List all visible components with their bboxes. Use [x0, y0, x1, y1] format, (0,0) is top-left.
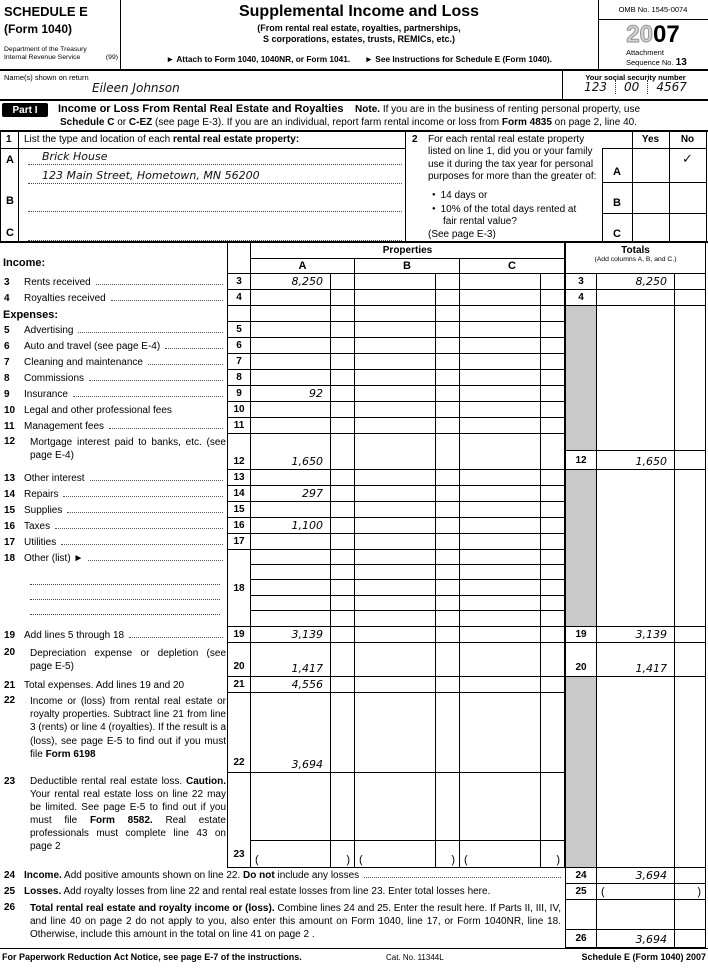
agency-line: Department of the Treasury: [4, 46, 87, 53]
form-number: (Form 1040): [4, 22, 73, 36]
no-column-header: No: [680, 134, 695, 145]
totals-blank: [597, 470, 706, 627]
line1-label-plain: List the type and location of each: [24, 134, 173, 145]
row-number-23: 23: [4, 776, 16, 787]
property-c-line[interactable]: [28, 226, 402, 241]
cell-4c[interactable]: [460, 290, 565, 306]
line-number-5: 5: [227, 322, 251, 338]
total-cell-4[interactable]: [597, 290, 706, 306]
cell-3a[interactable]: 8,250: [251, 274, 355, 290]
spacer-cell: [355, 306, 460, 322]
tax-year-prefix: 20: [626, 21, 653, 48]
row-b-letter: B: [613, 197, 621, 209]
totals-line-4: 4: [565, 290, 597, 306]
row-a-letter: A: [613, 166, 621, 178]
cell-18a-3[interactable]: [251, 580, 355, 596]
cell-22c[interactable]: [460, 693, 565, 773]
spacer-cell: [251, 306, 355, 322]
line-number-16: 16: [227, 518, 251, 534]
part1-note2-bold: Form 4835: [501, 117, 552, 128]
cell-14c[interactable]: [460, 486, 565, 502]
checkbox-b-yes[interactable]: [632, 182, 669, 213]
cell-13a[interactable]: [251, 470, 355, 486]
total-cell-3[interactable]: 8,250: [597, 274, 706, 290]
row-label-21: 21 Total expenses. Add lines 19 and 20: [4, 680, 185, 691]
line1-label-bold: rental real estate property:: [173, 134, 300, 145]
agency-line: [4, 54, 118, 62]
part1-badge: Part I: [2, 103, 48, 117]
ssn-part1[interactable]: 123: [584, 80, 608, 94]
line2-see-page: (See page E-3): [428, 229, 496, 240]
see-instructions: ► See Instructions for Schedule E (Form 1040).: [364, 54, 552, 64]
totals-header: [565, 243, 706, 274]
attachment-label: Attachment: [626, 48, 664, 57]
cell-18b-2[interactable]: [355, 565, 460, 580]
column-c-header: C: [460, 259, 565, 274]
line-number-3: 3: [227, 274, 251, 290]
cell-21b[interactable]: [355, 677, 460, 693]
cell-7a[interactable]: [251, 354, 355, 370]
totals-line-3: 3: [565, 274, 597, 290]
cell-21c[interactable]: [460, 677, 565, 693]
cell-5c[interactable]: [460, 322, 565, 338]
row-label-5: 5 Advertising: [4, 325, 225, 338]
cell-16a[interactable]: 1,100: [251, 518, 355, 534]
cell-19b[interactable]: [355, 627, 460, 643]
line-number-19: 19: [227, 627, 251, 643]
cell-12c[interactable]: [460, 434, 565, 470]
row-label-3: 3 Rents received: [4, 277, 225, 290]
cell-8b[interactable]: [355, 370, 460, 386]
income-heading: Income:: [3, 257, 46, 269]
totals-blank: [597, 306, 706, 451]
cell-23c[interactable]: ( ): [460, 841, 565, 868]
cell-19c[interactable]: [460, 627, 565, 643]
divider: [0, 99, 708, 101]
cell-5a[interactable]: [251, 322, 355, 338]
line-number-18: 18: [227, 550, 251, 627]
cell-18a-1[interactable]: [251, 550, 355, 565]
page-subtitle: (From rental real estate, royalties, partnerships,: [257, 23, 461, 33]
cell-18c-4[interactable]: [460, 596, 565, 611]
line2-number: 2: [412, 134, 418, 145]
line1-number: 1: [6, 134, 12, 145]
shaded-cell: [565, 470, 597, 627]
cell-17b[interactable]: [355, 534, 460, 550]
total-cell-12[interactable]: 1,650: [597, 451, 706, 470]
cell-18a-4[interactable]: [251, 596, 355, 611]
total-cell-24[interactable]: 3,694: [597, 868, 706, 884]
part1-heading: Income or Loss From Rental Real Estate and Royalties: [58, 103, 344, 115]
line-number-17: 17: [227, 534, 251, 550]
column-b-header: B: [355, 259, 460, 274]
omb-number: OMB No. 1545-0074: [618, 5, 688, 14]
ssn-part3[interactable]: 4567: [656, 80, 687, 94]
other-expense-line-2[interactable]: [30, 586, 220, 600]
schedule-title: SCHEDULE E: [4, 4, 88, 19]
cell-9b[interactable]: [355, 386, 460, 402]
divider: [405, 132, 406, 241]
property-a-name-field[interactable]: Brick House: [42, 150, 108, 163]
line-number-8: 8: [227, 370, 251, 386]
properties-header: Properties: [251, 243, 565, 259]
line2-text: listed on line 1, did you or your family: [428, 146, 593, 158]
sequence-number: [626, 57, 687, 68]
total-cell-25[interactable]: ( ): [597, 884, 706, 900]
line-number-21: 21: [227, 677, 251, 693]
other-expense-line-3[interactable]: [30, 601, 220, 615]
cell-12a[interactable]: 1,650: [251, 434, 355, 470]
tax-year: [598, 21, 708, 49]
shaded-cell: [565, 677, 597, 868]
row-label-18: 18 Other (list) ►: [4, 553, 225, 566]
totals-line-26: 26: [565, 930, 597, 948]
cell-3c[interactable]: [460, 274, 565, 290]
divider: [0, 130, 708, 132]
catalog-number: Cat. No. 11344L: [386, 953, 444, 962]
row-number-12: 12: [4, 436, 16, 447]
cell-11c[interactable]: [460, 418, 565, 434]
cell-22a[interactable]: 3,694: [251, 693, 355, 773]
totals-subtitle: (Add columns A, B, and C.): [594, 256, 677, 263]
totals-line-19: 19: [565, 627, 597, 643]
cell-21a[interactable]: 4,556: [251, 677, 355, 693]
cell-12b[interactable]: [355, 434, 460, 470]
column-a-header: A: [251, 259, 355, 274]
line-number-23: 23: [227, 773, 251, 868]
cell-23c-upper: [460, 773, 565, 841]
attach-note: ► Attach to Form 1040, 1040NR, or Form 1041.: [166, 54, 351, 64]
row-label-22: Income or (loss) from rental real estate or royalty properties. Subtract line 21 from line 3 (rents) or line 4 (royalties). If the result is a (loss), see page E-5 to find out if you must file Form 6198: [30, 696, 226, 760]
line2-bullet1-text: 14 days or: [440, 190, 488, 201]
cell-14a[interactable]: 297: [251, 486, 355, 502]
divider: [0, 148, 405, 149]
row-label-24: 24 Income. Add positive amounts shown on line 22. Do not include any losses: [4, 870, 563, 883]
row-label-17: 17 Utilities: [4, 537, 225, 550]
cell-11a[interactable]: [251, 418, 355, 434]
part1-note2-bold: C-EZ: [128, 117, 153, 128]
row-number-22: 22: [4, 695, 16, 706]
total-cell-20[interactable]: 1,417: [597, 643, 706, 677]
line-number-11: 11: [227, 418, 251, 434]
line-number-7: 7: [227, 354, 251, 370]
cell-13c[interactable]: [460, 470, 565, 486]
cell-5b[interactable]: [355, 322, 460, 338]
line-number-12: 12: [227, 434, 251, 470]
totals-blank-cell: [565, 900, 597, 930]
totals-title: Totals: [621, 245, 650, 256]
checkbox-b-no[interactable]: [669, 182, 706, 213]
name-field[interactable]: Eileen Johnson: [92, 81, 180, 95]
row-label-23: Deductible rental real estate loss. Caution. Your rental real estate loss on line 22 may be limited. See page E-5 to find out if you must file Form 8582. Real estate professionals must complete line 43 on page 2: [30, 776, 226, 852]
cell-10c[interactable]: [460, 402, 565, 418]
cell-18a-5[interactable]: [251, 611, 355, 627]
cell-19a[interactable]: 3,139: [251, 627, 355, 643]
divider: [598, 19, 708, 20]
cell-7b[interactable]: [355, 354, 460, 370]
cell-8c[interactable]: [460, 370, 565, 386]
cell-20c[interactable]: [460, 643, 565, 677]
cell-6b[interactable]: [355, 338, 460, 354]
cell-11b[interactable]: [355, 418, 460, 434]
row-label-12: Mortgage interest paid to banks, etc. (see page E-4): [30, 437, 226, 461]
line2-text: For each rental real estate property: [428, 134, 585, 145]
cell-10b[interactable]: [355, 402, 460, 418]
line-number-4: 4: [227, 290, 251, 306]
agency-block: [4, 46, 118, 62]
totals-line-24: 24: [565, 868, 597, 884]
part1-note2: (see page E-3). If you are an individual, report farm rental income or loss from: [152, 117, 502, 128]
line-number-15: 15: [227, 502, 251, 518]
property-a-name-line[interactable]: [28, 152, 402, 165]
row-label-16: 16 Taxes: [4, 521, 225, 534]
line-number-10: 10: [227, 402, 251, 418]
row-label-25: 25 Losses. Add royalty losses from line 22 and rental real estate losses from line 23. Enter total losses here.: [4, 886, 491, 897]
cell-15a[interactable]: [251, 502, 355, 518]
property-b-letter: B: [6, 195, 14, 207]
totals-line-12: 12: [565, 451, 597, 470]
cell-18c-1[interactable]: [460, 550, 565, 565]
divider: [0, 948, 708, 949]
cell-16b[interactable]: [355, 518, 460, 534]
line2-bullet1: [432, 190, 487, 201]
agency-name: Internal Revenue Service: [4, 54, 81, 61]
line2-bullet2-text: 10% of the total days rented at: [440, 204, 577, 215]
line2-text: use it during the tax year for personal: [428, 158, 594, 170]
cell-9c[interactable]: [460, 386, 565, 402]
part1-note: If you are in the business of renting personal property, use: [382, 104, 640, 115]
cell-18b-1[interactable]: [355, 550, 460, 565]
line-number-22: 22: [227, 693, 251, 773]
part1-heading-line1: [58, 103, 706, 115]
other-expense-line-1[interactable]: [30, 571, 220, 585]
cell-3b[interactable]: [355, 274, 460, 290]
cell-4a[interactable]: [251, 290, 355, 306]
page-title: Supplemental Income and Loss: [238, 3, 480, 20]
row-label-6: 6 Auto and travel (see page E-4): [4, 341, 225, 354]
checkbox-a-no[interactable]: ✓: [682, 152, 693, 167]
cell-18b-5[interactable]: [355, 611, 460, 627]
cell-16c[interactable]: [460, 518, 565, 534]
cell-23b[interactable]: ( ): [355, 841, 460, 868]
tax-year-suffix: 07: [653, 21, 680, 48]
totals-blank: [597, 677, 706, 868]
page-subtitle: S corporations, estates, trusts, REMICs, etc.): [262, 34, 456, 44]
cell-9a[interactable]: 92: [251, 386, 355, 402]
divider: [706, 130, 707, 242]
spacer-cell: [460, 306, 565, 322]
footer-form-id: Schedule E (Form 1040) 2007: [581, 952, 706, 962]
row-label-4: 4 Royalties received: [4, 293, 225, 306]
property-a-address-line[interactable]: [28, 171, 402, 184]
line-number-cell: [227, 243, 251, 274]
cell-6a[interactable]: [251, 338, 355, 354]
property-a-address-field[interactable]: 123 Main Street, Hometown, MN 56200: [42, 169, 260, 182]
cell-20b[interactable]: [355, 643, 460, 677]
sequence-value: 13: [675, 57, 687, 68]
line2-text: purposes for more than the greater of:: [428, 170, 597, 182]
agency-code: (99): [105, 54, 118, 61]
checkbox-a-yes[interactable]: [632, 148, 669, 182]
line2-question: [428, 134, 600, 183]
row-c-letter: C: [613, 228, 621, 240]
cell-18b-4[interactable]: [355, 596, 460, 611]
part1-note2-bold: Schedule C: [60, 117, 115, 128]
row-label-13: 13 Other interest: [4, 473, 225, 486]
cell-17c[interactable]: [460, 534, 565, 550]
sequence-label: Sequence No.: [626, 58, 674, 67]
cell-15c[interactable]: [460, 502, 565, 518]
line-number-20: 20: [227, 643, 251, 677]
totals-blank: [597, 900, 706, 930]
property-b-line[interactable]: [28, 197, 402, 212]
line1-label: [24, 134, 299, 145]
divider: [0, 69, 708, 71]
checkbox-c-yes[interactable]: [632, 213, 669, 241]
cell-22b[interactable]: [355, 693, 460, 773]
yes-column-header: Yes: [641, 134, 660, 145]
cell-15b[interactable]: [355, 502, 460, 518]
row-label-7: 7 Cleaning and maintenance: [4, 357, 225, 370]
cell-23a-upper: [251, 773, 355, 841]
cell-23a[interactable]: ( ): [251, 841, 355, 868]
row-label-9: 9 Insurance: [4, 389, 225, 402]
cell-6c[interactable]: [460, 338, 565, 354]
row-label-15: 15 Supplies: [4, 505, 225, 518]
cell-18c-5[interactable]: [460, 611, 565, 627]
expenses-heading: Expenses:: [3, 309, 59, 321]
line-number-14: 14: [227, 486, 251, 502]
cell-20a[interactable]: 1,417: [251, 643, 355, 677]
cell-18a-2[interactable]: [251, 565, 355, 580]
attach-instructions: [120, 54, 598, 64]
cell-18c-2[interactable]: [460, 565, 565, 580]
row-label-20: Depreciation expense or depletion (see page E-5): [30, 648, 226, 672]
row-label-10: 10 Legal and other professional fees: [4, 405, 172, 416]
line-number-13: 13: [227, 470, 251, 486]
cell-18c-3[interactable]: [460, 580, 565, 596]
line-number-6: 6: [227, 338, 251, 354]
cell-8a[interactable]: [251, 370, 355, 386]
row-number-20: 20: [4, 647, 16, 658]
divider: [0, 130, 1, 242]
line-number-cell: [227, 306, 251, 322]
row-label-19: 19 Add lines 5 through 18: [4, 630, 225, 643]
ssn-part2[interactable]: 00: [615, 80, 648, 94]
property-c-letter: C: [6, 227, 14, 239]
row-label-26: Total rental real estate and royalty income or (loss). Combine lines 24 and 25. Enter the result here. If Parts II, III, IV, and line 40 on page 2 do not apply to you, also enter this amount on Form 1040, line 17, or Form 1040NR, line 18. Otherwise, include this amount in the total on line 41 on page 2 .: [30, 903, 561, 940]
ssn-label: Your social security number: [585, 73, 686, 82]
property-a-letter: A: [6, 154, 14, 166]
cell-7c[interactable]: [460, 354, 565, 370]
line2-bullet2-cont: fair rental value?: [443, 216, 517, 227]
checkbox-c-no[interactable]: [669, 213, 706, 241]
row-number-26: 26: [4, 902, 16, 913]
totals-line-25: 25: [565, 884, 597, 900]
row-label-14: 14 Repairs: [4, 489, 225, 502]
cell-23b-upper: [355, 773, 460, 841]
cell-10a[interactable]: [251, 402, 355, 418]
cell-4b[interactable]: [355, 290, 460, 306]
total-cell-19[interactable]: 3,139: [597, 627, 706, 643]
paperwork-notice: For Paperwork Reduction Act Notice, see page E-7 of the instructions.: [2, 952, 302, 962]
total-cell-26[interactable]: 3,694: [597, 930, 706, 948]
name-label: Name(s) shown on return: [4, 73, 89, 82]
part1-note2: or: [114, 117, 129, 128]
part1-heading-line2: [60, 117, 706, 128]
part1-note2: on page 2, line 40.: [551, 117, 637, 128]
ssn-field[interactable]: [563, 80, 708, 94]
row-label-11: 11 Management fees: [4, 421, 225, 434]
totals-line-20: 20: [565, 643, 597, 677]
cell-13b[interactable]: [355, 470, 460, 486]
row-label-8: 8 Commissions: [4, 373, 225, 386]
cell-18b-3[interactable]: [355, 580, 460, 596]
shaded-cell: [565, 306, 597, 451]
part1-note-bold: Note.: [355, 104, 381, 115]
line2-bullet2: [432, 204, 576, 215]
line-number-9: 9: [227, 386, 251, 402]
cell-17a[interactable]: [251, 534, 355, 550]
cell-14b[interactable]: [355, 486, 460, 502]
